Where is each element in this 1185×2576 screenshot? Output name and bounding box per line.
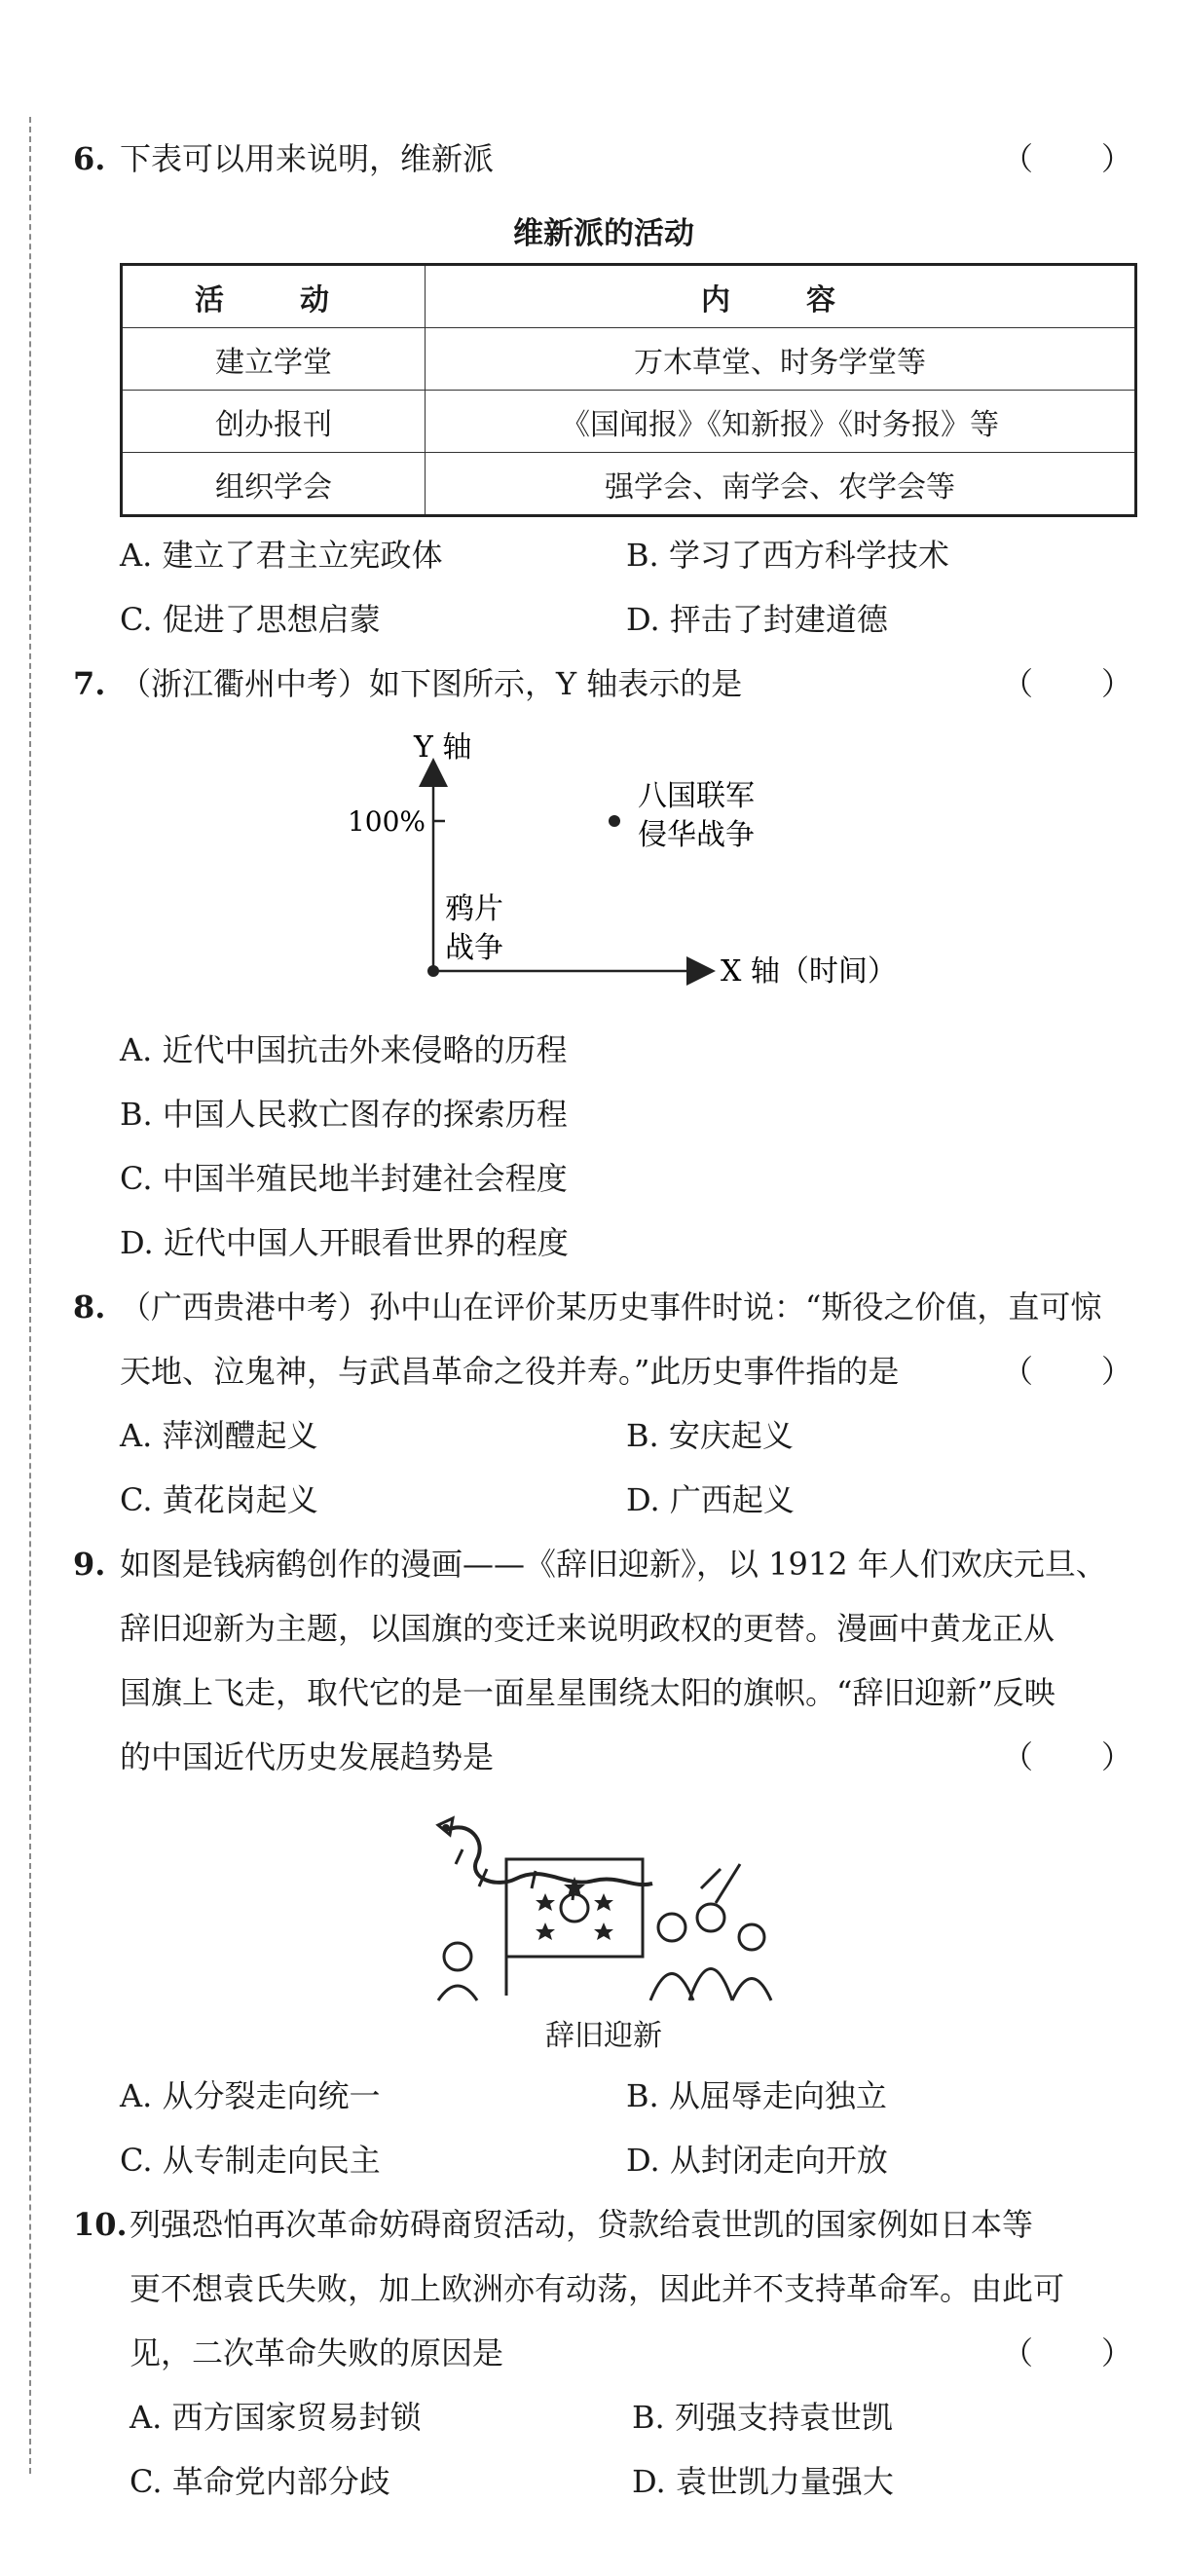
x-axis-label: X 轴（时间） [721,954,897,989]
options-q6 [73,523,1134,652]
question-stem-line: 如图是钱病鹤创作的漫画——《辞旧迎新》，以 1912 年人们欢庆元旦、 [120,1546,1107,1583]
exam-page [73,127,1134,2514]
option-d[interactable]: D. 抨击了封建道德 [626,601,888,638]
y-axis-label: Y 轴 [414,730,472,765]
table-cell: 组织学会 [122,453,426,516]
option-c[interactable]: C. 从专制走向民主 [120,2142,381,2179]
question-stem: 下表可以用来说明，维新派 [120,140,495,177]
question-stem-line: 更不想袁氏失败，加上欧洲亦有动荡，因此并不支持革命军。由此可 [130,2270,1065,2307]
question-stem-line: 列强恐怕再次革命妨碍商贸活动，贷款给袁世凯的国家例如日本等 [130,2206,1034,2243]
option-b[interactable]: B. 列强支持袁世凯 [632,2399,893,2436]
origin-point [427,965,439,977]
question-stem-line: 见，二次革命失败的原因是 [130,2334,504,2371]
point-label: 侵华战争 [638,818,755,852]
question-7 [73,652,1134,716]
option-a[interactable]: A. 从分裂走向统一 [120,2077,381,2114]
table-cell: 创办报刊 [122,391,426,453]
options-q7 [73,1018,1134,1275]
question-number: 10. [73,2206,128,2243]
option-b[interactable]: B. 从屈辱走向独立 [626,2077,887,2114]
option-d[interactable]: D. 广西起义 [626,1481,795,1518]
table-title: 维新派的活动 [513,216,694,251]
data-point [609,815,620,827]
table-header-cell: 活 动 [122,265,426,328]
option-c[interactable]: C. 革命党内部分歧 [130,2463,390,2500]
activities-table [120,263,1137,517]
question-stem-line: 的中国近代历史发展趋势是 [120,1738,495,1775]
table-cell: 强学会、南学会、农学会等 [426,453,1136,516]
option-d[interactable]: D. 从封闭走向开放 [626,2142,888,2179]
option-a[interactable]: A. 萍浏醴起义 [120,1417,318,1454]
question-number: 8. [73,1288,106,1325]
question-number: 7. [73,665,106,702]
option-b[interactable]: B. 中国人民救亡图存的探索历程 [120,1096,568,1133]
answer-parentheses: （ ） [1001,1738,1134,1775]
option-c[interactable]: C. 中国半殖民地半封建社会程度 [120,1160,568,1197]
cartoon-caption: 辞旧迎新 [545,2019,662,2053]
question-stem-line: 天地、泣鬼神，与武昌革命之役并寿。”此历史事件指的是 [120,1353,900,1390]
option-b[interactable]: B. 安庆起义 [626,1417,794,1454]
option-b[interactable]: B. 学习了西方科学技术 [626,537,949,574]
options-q8 [73,1403,1134,1532]
options-q10 [73,2385,1134,2514]
answer-parentheses: （ ） [1001,665,1134,702]
table-header-row [122,265,1136,328]
option-d[interactable]: D. 近代中国人开眼看世界的程度 [120,1224,569,1261]
option-a[interactable]: A. 建立了君主立宪政体 [120,537,443,574]
axis-figure [73,716,1134,1018]
table-row [122,453,1136,516]
question-stem-line: 辞旧迎新为主题，以国旗的变迁来说明政权的更替。漫画中黄龙正从 [120,1610,1055,1647]
options-q9 [73,2064,1134,2192]
table-header-cell: 内 容 [426,265,1136,328]
question-10 [73,2192,1134,2385]
table-cell: 《国闻报》《知新报》《时务报》等 [426,391,1136,453]
answer-parentheses: （ ） [1001,140,1134,177]
answer-parentheses: （ ） [1001,2334,1134,2371]
option-d[interactable]: D. 袁世凯力量强大 [632,2463,894,2500]
cartoon-figure [73,1811,1134,2009]
option-a[interactable]: A. 西方国家贸易封锁 [130,2399,422,2436]
option-a[interactable]: A. 近代中国抗击外来侵略的历程 [120,1031,568,1068]
table-cell: 建立学堂 [122,328,426,391]
table-row [122,328,1136,391]
question-stem-line: （广西贵港中考）孙中山在评价某历史事件时说：“斯役之价值，直可惊 [120,1288,1102,1325]
question-stem: （浙江衢州中考）如下图所示，Y 轴表示的是 [120,665,743,702]
option-c[interactable]: C. 黄花岗起义 [120,1481,318,1518]
cartoon-illustration [409,1811,798,2005]
origin-label: 鸦片 [445,892,503,926]
table-row [122,391,1136,453]
option-c[interactable]: C. 促进了思想启蒙 [120,601,381,638]
point-label: 八国联军 [638,779,755,813]
table-cell: 万木草堂、时务学堂等 [426,328,1136,391]
question-6 [73,127,1134,191]
question-number: 6. [73,140,106,177]
y-tick-label: 100% [347,805,426,838]
margin-dashed-line [29,117,31,2474]
question-stem-line: 国旗上飞走，取代它的是一面星星围绕太阳的旗帜。“辞旧迎新”反映 [120,1674,1055,1711]
question-number: 9. [73,1546,106,1583]
axis-diagram [73,716,1134,1018]
question-8 [73,1275,1134,1403]
origin-label: 战争 [445,931,503,965]
question-9 [73,1532,1134,1789]
answer-parentheses: （ ） [1001,1353,1134,1390]
